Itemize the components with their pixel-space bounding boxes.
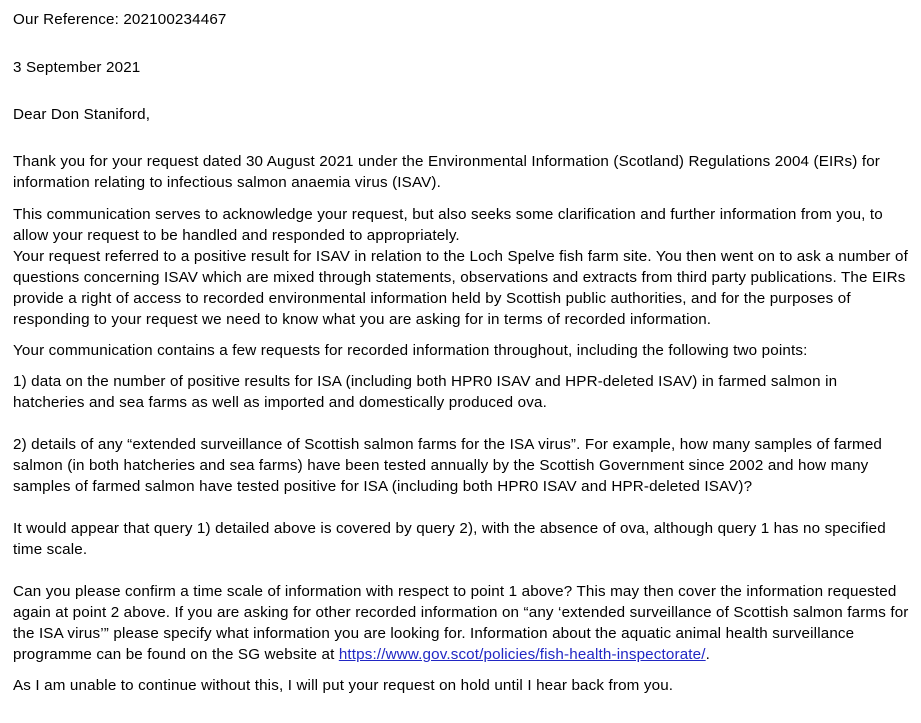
letter-date: 3 September 2021	[13, 59, 141, 76]
clarification-text-after-link: .	[705, 646, 711, 663]
paragraph-points-intro: Your communication contains a few requests for recorded information throughout, including the following two points:	[13, 342, 808, 359]
paragraph-acknowledgement: Thank you for your request dated 30 August 2021 under the Environmental Information (Scotland) Regulations 2004 (EIRs) for information relating to infectious salmon anaemia virus (ISAV).	[13, 153, 881, 191]
paragraph-overlap-note: It would appear that query 1) detailed above is covered by query 2), with the absence of ova, although query 1 has no specified time scale.	[13, 520, 886, 558]
paragraph-closing: As I am unable to continue without this, I will put your request on hold until I hear back from you.	[13, 677, 674, 694]
paragraph-purpose: This communication serves to acknowledge your request, but also seeks some clarification and further information from you, to allow your request to be handled and responded to appropriately.	[13, 206, 883, 244]
fish-health-inspectorate-link[interactable]: https://www.gov.scot/policies/fish-health-inspectorate/	[338, 646, 706, 663]
our-reference-line: Our Reference: 202100234467	[13, 11, 227, 28]
request-point-1: 1) data on the number of positive results for ISA (including both HPR0 ISAV and HPR-deleted ISAV) in farmed salmon in hatcheries and sea farms as well as imported and domestically produced ova.	[13, 373, 838, 411]
salutation: Dear Don Staniford,	[13, 106, 151, 123]
paragraph-context: Your request referred to a positive result for ISAV in relation to the Loch Spelve fish farm site. You then went on to ask a number of questions concerning ISAV which are mixed through statements, observations and extracts from third party publications. The EIRs provide a right of access to recorded environmental information held by Scottish public authorities, and for the purposes of responding to your request we need to know what you are asking for in terms of recorded information.	[13, 248, 908, 328]
request-point-2: 2) details of any “extended surveillance of Scottish salmon farms for the ISA virus”. For example, how many samples of farmed salmon (in both hatcheries and sea farms) have been tested annually by the Scottish Government since 2002 and how many samples of farmed salmon have tested positive for ISA (including both HPR0 ISAV and HPR-deleted ISAV)?	[13, 436, 883, 495]
paragraph-clarification-request	[13, 581, 909, 665]
clarification-text-before-link: Can you please confirm a time scale of information with respect to point 1 above? This may then cover the information requested again at point 2 above. If you are asking for other recorded information on “any ‘extended surveillance of Scottish salmon farms for the ISA virus’” please specify what information you are looking for. Information about the aquatic animal health surveillance programme can be found on the SG website at	[13, 583, 909, 663]
